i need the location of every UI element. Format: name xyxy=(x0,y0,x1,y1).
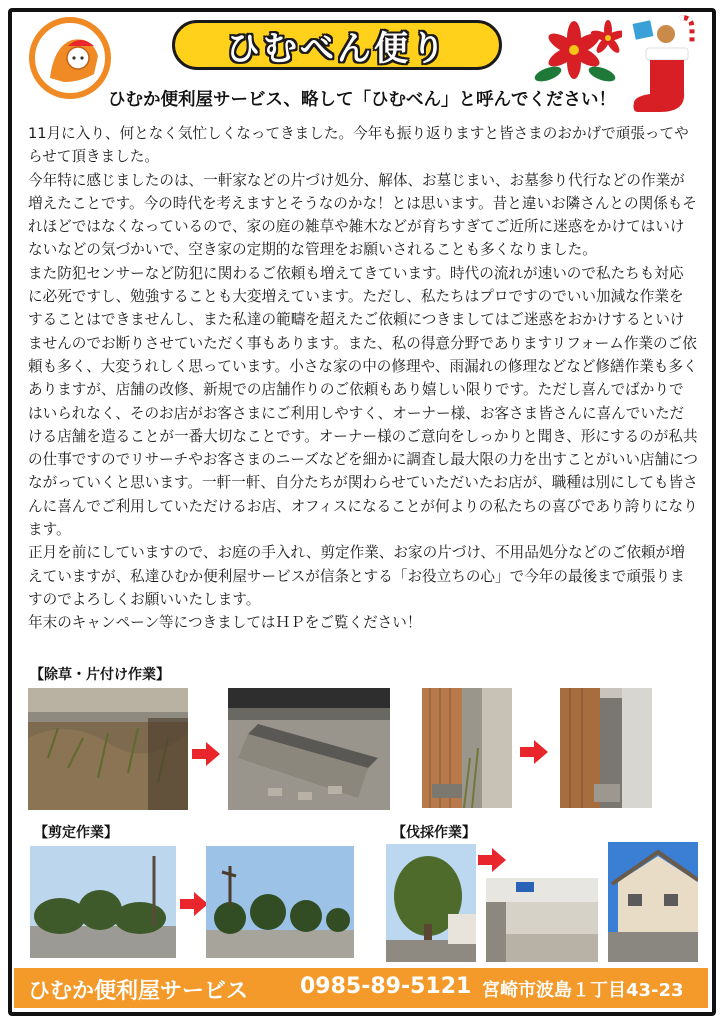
felling-after-photo xyxy=(608,842,698,962)
pruning-before-photo xyxy=(30,846,176,958)
poinsettia-icon xyxy=(528,16,622,90)
arrow-right-icon xyxy=(192,742,220,766)
pruning-after-photo xyxy=(206,846,354,958)
article-paragraph: 正月を前にしていますので、お庭の手入れ、剪定作業、お家の片づけ、不用品処分などのご依頼が増えていますが、私達ひむか便利屋サービスが信条とする「お役立ちの心」で今年の最後まで頑張りますのでよろしくお願いいたします。 xyxy=(28,544,685,608)
weeding2-before-photo xyxy=(422,688,512,808)
felling-section-label: 【伐採作業】 xyxy=(392,825,476,841)
company-logo xyxy=(20,16,120,100)
footer-phone-number[interactable]: 0985-89-5121 xyxy=(300,974,472,999)
weeding-before-photo xyxy=(28,688,188,810)
page-subtitle: ひむか便利屋サービス、略して「ひむべん」と呼んでください！ xyxy=(108,90,617,110)
article-paragraph: 11月に入り、何となく気忙しくなってきました。今年も振り返りますと皆さまのおかげで頑張ってやらせて頂きました。 xyxy=(28,125,689,166)
article-paragraph: 今年特に感じましたのは、一軒家などの片づけ処分、解体、お墓じまい、お墓参り代行などの作業が増えたことです。今の時代を考えますとそうなのかな！とは思います。昔と違いお隣さんとの関係もそれほどではなくなっているので、家の庭の雑草や雑木などが育ちすぎてご近所に迷惑をかけてはいけないなどの気づかいで、空き家の定期的な管理をお願いされることも多くなりました。 xyxy=(28,171,697,259)
footer-bar xyxy=(14,968,708,1008)
arrow-right-icon xyxy=(180,892,208,916)
article-paragraph: 年末のキャンペーン等につきましてはＨＰをご覧ください！ xyxy=(28,614,422,632)
arrow-right-icon xyxy=(520,740,548,764)
page-title: ひむべん便り xyxy=(226,28,448,69)
felling-during-photo xyxy=(486,878,598,962)
footer-address: 宮崎市波島１丁目43-23 xyxy=(482,980,684,1001)
weeding-section-label: 【除草・片付け作業】 xyxy=(30,667,170,683)
felling-before-photo xyxy=(386,844,476,962)
article-body xyxy=(28,122,698,635)
weeding-after-photo xyxy=(228,688,390,810)
arrow-right-icon xyxy=(478,848,506,872)
footer-company-name: ひむか便利屋サービス xyxy=(28,979,249,1004)
article-paragraph: また防犯センサーなど防犯に関わるご依頼も増えてきています。時代の流れが速いので私たちも対応に必死ですし、勉強することも大変増えています。ただし、私たちはプロですのでいい加減な作業をすることはできませんし、また私達の範疇を超えたご依頼につきましてはご迷惑をおかけするといけませんのでお断りさせていただく事もあります。また、私の得意分野でありますリフォーム作業のご依頼も多く、大変うれしく思っています。小さな家の中の修理や、雨漏れの修理などなど修繕作業も多くありますが、店舗の改修、新規での店舗作りのご依頼もあり嬉しい限りです。ただし喜んでばかりではいられなく、そのお店がお客さまにご利用しやすく、オーナー様、お客さま皆さんに喜んでいただける店舗を造ることが一番大切なことです。オーナー様のご意向をしっかりと聞き、形にするのが私共の仕事ですのでリサーチやお客さまのニーズなどを細かに調査し最大限の力を出すことがいい店舗につながっていくと思います。一軒一軒、自分たちが関わらせていただいたお店が、職種は別にしても皆さんに喜んでご利用していただけるお店、オフィスになることが何よりの私たちの喜びであり誇りになります。 xyxy=(28,264,699,539)
pruning-section-label: 【剪定作業】 xyxy=(34,825,118,841)
newsletter-title-banner xyxy=(172,20,502,70)
weeding2-after-photo xyxy=(560,688,652,808)
christmas-stocking-icon xyxy=(626,14,706,118)
